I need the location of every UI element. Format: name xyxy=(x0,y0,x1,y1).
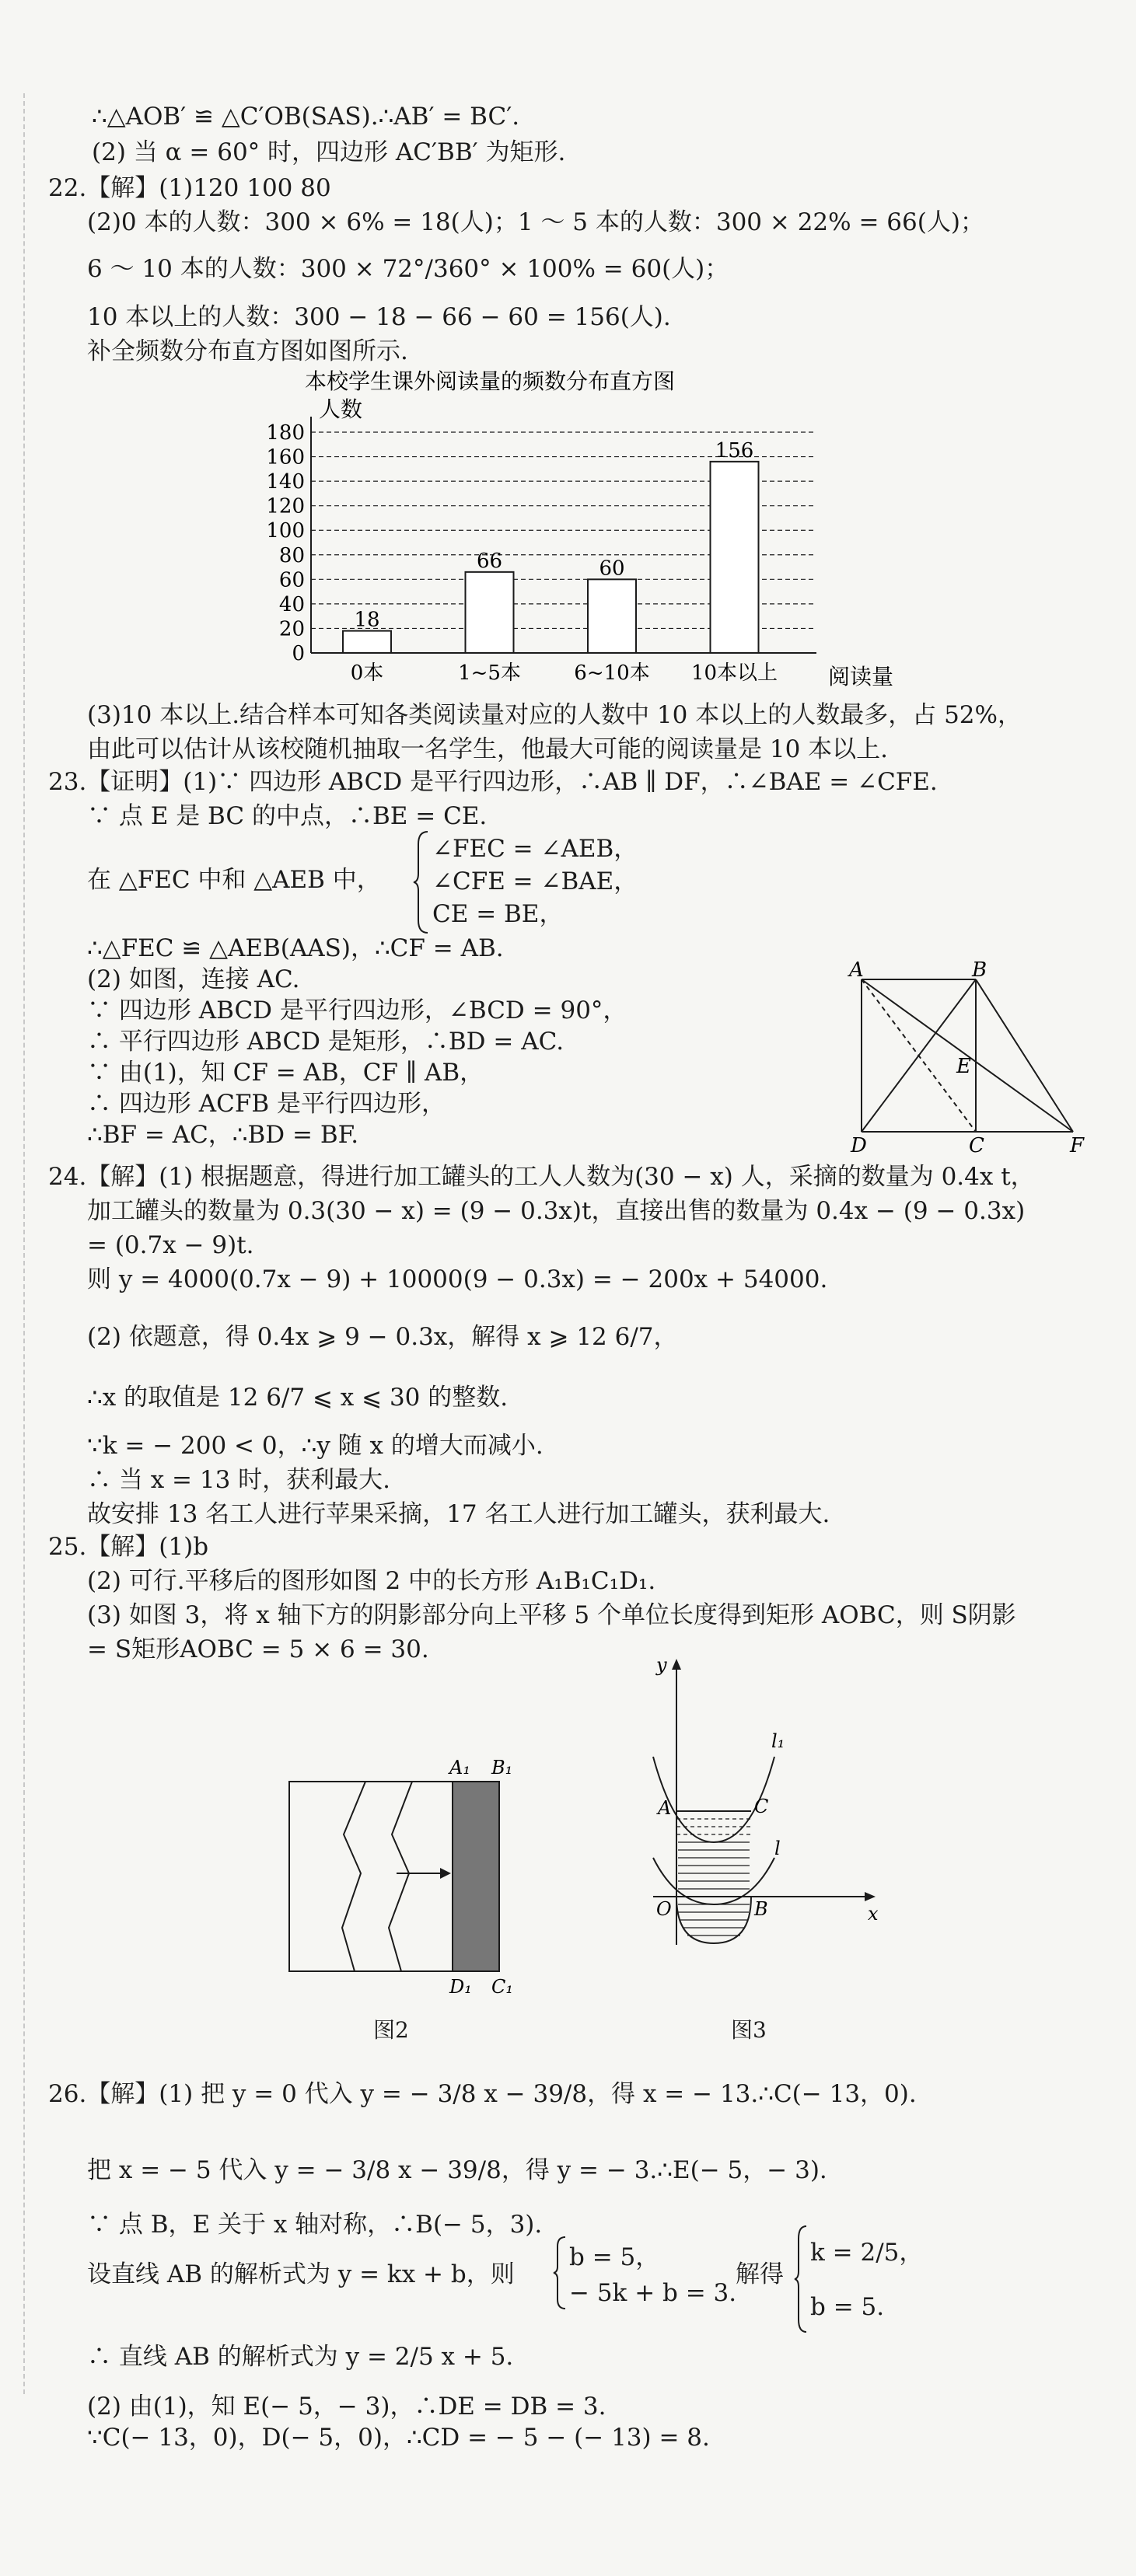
point-label-C: C xyxy=(754,1796,769,1817)
text-line: ∵ 四边形 ABCD 是平行四边形，∠BCD = 90°， xyxy=(87,997,627,1024)
point-label-A: A xyxy=(658,1797,672,1819)
bar-value-label: 18 xyxy=(354,608,380,632)
figure-2-caption: 图2 xyxy=(373,2017,409,2043)
left-brace xyxy=(412,830,431,934)
histogram-chart xyxy=(257,365,925,707)
text-line: ∴ 直线 AB 的解析式为 y = 2/5 x + 5. xyxy=(87,2343,514,2371)
y-tick-label: 80 xyxy=(278,543,305,567)
bar xyxy=(466,572,514,653)
text-line: ∴ 四边形 ACFB 是平行四边形， xyxy=(87,1090,446,1118)
text-line: (2) 依题意，得 0.4x ⩾ 9 − 0.3x，解得 x ⩾ 12 6/7， xyxy=(87,1323,678,1351)
bar-value-label: 156 xyxy=(715,438,754,462)
point-label-B: B xyxy=(972,961,987,982)
y-axis-label: 人数 xyxy=(319,396,363,422)
text-line: ∴ 平行四边形 ABCD 是矩形，∴BD = AC. xyxy=(87,1028,565,1056)
text-line: ∵ 点 B，E 关于 x 轴对称，∴B(− 5，3). xyxy=(87,2211,543,2239)
point-label-A: A xyxy=(849,961,864,982)
x-axis-label: 阅读量 xyxy=(828,664,894,689)
text-line: ∵k = − 200 < 0，∴y 随 x 的增大而减小. xyxy=(87,1432,544,1460)
point-label-C: C xyxy=(969,1134,984,1155)
left-brace xyxy=(793,2225,809,2333)
point-label-D: D xyxy=(851,1134,867,1155)
text-line: ∵ 由(1)，知 CF = AB，CF ∥ AB， xyxy=(87,1059,484,1087)
label-B1: B₁ xyxy=(491,1757,513,1778)
x-tick-label: 0本 xyxy=(350,661,384,685)
chart-title: 本校学生课外阅读量的频数分布直方图 xyxy=(304,368,676,394)
point-label-B: B xyxy=(754,1898,768,1920)
text-line: 故安排 13 名工人进行苹果采摘，17 名工人进行加工罐头，获利最大. xyxy=(87,1500,830,1528)
text-line: ∴△FEC ≌ △AEB(AAS)，∴CF = AB. xyxy=(87,934,504,962)
text-line: (3) 如图 3，将 x 轴下方的阴影部分向上平移 5 个单位长度得到矩形 AOBC，则 S阴影 xyxy=(87,1601,1016,1629)
y-tick-label: 180 xyxy=(266,421,305,445)
label-C1: C₁ xyxy=(491,1976,513,1998)
figure-3-caption: 图3 xyxy=(731,2017,767,2043)
text-line: ∴BF = AC，∴BD = BF. xyxy=(87,1121,359,1149)
text-line: CE = BE， xyxy=(432,900,564,928)
bar xyxy=(343,631,391,653)
text-line: 由此可以估计从该校随机抽取一名学生，他最大可能的阅读量是 10 本以上. xyxy=(87,735,889,763)
axis-label-x: x xyxy=(868,1903,879,1925)
text-line: ∵C(− 13，0)，D(− 5，0)，∴CD = − 5 − (− 13) = 8. xyxy=(87,2424,710,2452)
origin-label-O: O xyxy=(656,1898,672,1920)
text-line: (2) 可行.平移后的图形如图 2 中的长方形 A₁B₁C₁D₁. xyxy=(87,1567,656,1595)
label-A1: A₁ xyxy=(449,1757,470,1778)
bar-value-label: 60 xyxy=(599,557,625,581)
y-tick-label: 120 xyxy=(266,494,305,518)
text-line: 25.【解】(1)b xyxy=(48,1533,209,1561)
text-line: b = 5. xyxy=(810,2293,885,2321)
text-line: (2) 由(1)，知 E(− 5，− 3)，∴DE = DB = 3. xyxy=(87,2393,606,2421)
text-line: 10 本以上的人数：300 − 18 − 66 − 60 = 156(人). xyxy=(87,303,671,331)
text-line: (3)10 本以上.结合样本可知各类阅读量对应的人数中 10 本以上的人数最多，占 52%， xyxy=(87,701,1022,729)
text-line: 6 ～ 10 本的人数：300 × 72°/360° × 100% = 60(人)； xyxy=(87,255,729,283)
text-line: (2) 当 α = 60° 时，四边形 AC′BB′ 为矩形. xyxy=(92,138,566,166)
text-line: 把 x = − 5 代入 y = − 3/8 x − 39/8，得 y = − 3.∴E(− 5，− 3). xyxy=(87,2156,827,2184)
text-line: ∵ 点 E 是 BC 的中点，∴BE = CE. xyxy=(87,802,488,830)
figure-2 xyxy=(280,1741,537,2013)
text-line: ∠FEC = ∠AEB， xyxy=(432,835,638,863)
point-label-F: F xyxy=(1070,1134,1085,1155)
margin-dashed-line-left xyxy=(23,93,26,2394)
label-D1: D₁ xyxy=(449,1976,472,1998)
y-tick-label: 100 xyxy=(266,519,305,543)
text-line: 26.【解】(1) 把 y = 0 代入 y = − 3/8 x − 39/8，得 x = − 13.∴C(− 13，0). xyxy=(48,2080,917,2108)
bar xyxy=(588,579,636,653)
point-label-E: E xyxy=(956,1055,971,1078)
y-tick-label: 60 xyxy=(278,568,305,592)
text-line: 补全频数分布直方图如图所示. xyxy=(87,337,408,365)
x-tick-label: 6~10本 xyxy=(574,661,650,685)
chart-bars xyxy=(343,439,759,653)
y-tick-label: 20 xyxy=(278,617,305,641)
curve-label-l: l xyxy=(774,1838,781,1859)
text-line: k = 2/5， xyxy=(810,2239,924,2267)
left-brace xyxy=(552,2236,568,2310)
text-line: − 5k + b = 3. xyxy=(569,2279,737,2307)
bar xyxy=(711,462,759,653)
axis-label-y: y xyxy=(656,1656,667,1676)
x-tick-label: 1~5本 xyxy=(458,661,521,685)
text-line: ∠CFE = ∠BAE， xyxy=(432,867,638,895)
text-line: 则 y = 4000(0.7x − 9) + 10000(9 − 0.3x) = − 200x + 54000. xyxy=(87,1265,828,1293)
text-line: 23.【证明】(1)∵ 四边形 ABCD 是平行四边形，∴AB ∥ DF，∴∠BAE = ∠CFE. xyxy=(48,768,938,796)
text-line: ∴x 的取值是 12 6/7 ⩽ x ⩽ 30 的整数. xyxy=(87,1384,509,1412)
text-line: (2) 如图，连接 AC. xyxy=(87,965,300,993)
text-line: 加工罐头的数量为 0.3(30 − x) = (9 − 0.3x)t，直接出售的数量为 0.4x − (9 − 0.3x) xyxy=(87,1197,1026,1225)
x-tick-label: 10本以上 xyxy=(690,661,778,685)
text-line: 设直线 AB 的解析式为 y = kx + b，则 xyxy=(87,2260,515,2288)
figure-23-rectangle xyxy=(840,961,1104,1155)
text-line: b = 5， xyxy=(569,2243,660,2271)
y-tick-label: 140 xyxy=(266,470,305,494)
y-tick-label: 0 xyxy=(292,642,305,665)
text-line: ∴ 当 x = 13 时，获利最大. xyxy=(87,1466,391,1494)
figure-3 xyxy=(638,1656,886,1974)
text-line: ∴△AOB′ ≌ △C′OB(SAS).∴AB′ = BC′. xyxy=(92,103,520,131)
text-line: = S矩形AOBC = 5 × 6 = 30. xyxy=(87,1635,429,1663)
text-line: 22.【解】(1)120 100 80 xyxy=(48,174,331,202)
y-tick-label: 160 xyxy=(266,445,305,469)
text-line: 24.【解】(1) 根据题意，得进行加工罐头的工人人数为(30 − x) 人，采摘的数量为 0.4x t， xyxy=(48,1163,1035,1191)
bar-value-label: 66 xyxy=(476,549,503,573)
text-line: 解得 xyxy=(736,2260,784,2288)
curve-label-l1: l₁ xyxy=(771,1730,785,1752)
y-tick-label: 40 xyxy=(278,592,305,616)
text-line: (2)0 本的人数：300 × 6% = 18(人)；1 ～ 5 本的人数：300 × 22% = 66(人)； xyxy=(87,208,984,236)
text-line: 在 △FEC 中和 △AEB 中， xyxy=(87,866,381,894)
text-line: = (0.7x − 9)t. xyxy=(87,1231,254,1259)
